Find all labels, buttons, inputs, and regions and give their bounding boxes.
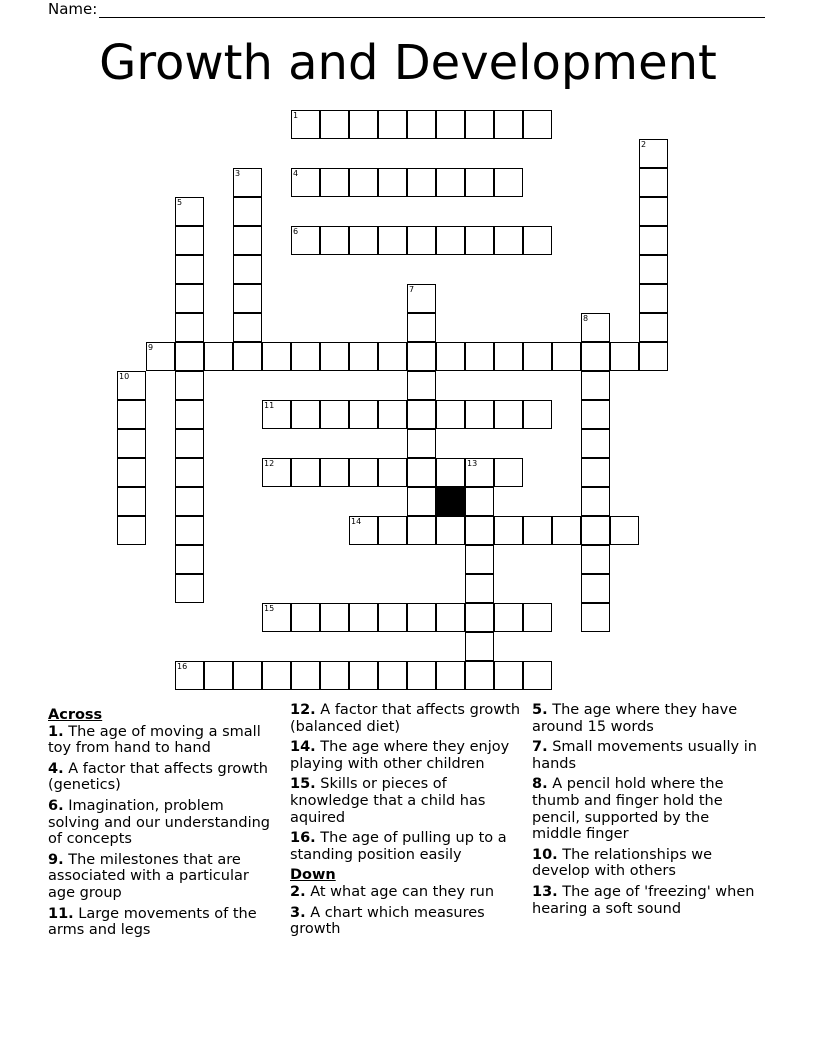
grid-cell[interactable] <box>175 661 204 690</box>
clue-down-5: 5. The age where they have around 15 words <box>532 702 738 735</box>
grid-cell[interactable] <box>262 458 291 487</box>
grid-cell[interactable] <box>407 226 436 255</box>
clue-down-2: 2. At what age can they run <box>290 883 495 900</box>
grid-cell[interactable] <box>262 400 291 429</box>
grid-cell[interactable] <box>407 429 436 458</box>
grid-cell[interactable] <box>610 342 639 371</box>
grid-cell[interactable] <box>639 342 668 371</box>
grid-cell[interactable] <box>349 603 378 632</box>
grid-cell[interactable] <box>581 371 610 400</box>
clue-across-6: 6. Imagination, problem solving and our understanding of concepts <box>48 797 270 848</box>
cell-number: 13 <box>467 459 478 468</box>
cell-number: 8 <box>583 314 589 323</box>
grid-cell[interactable] <box>436 400 465 429</box>
grid-cell[interactable] <box>175 458 204 487</box>
grid-cell[interactable] <box>233 226 262 255</box>
grid-cell[interactable] <box>494 400 523 429</box>
grid-cell[interactable] <box>175 516 204 545</box>
grid-cell[interactable] <box>262 661 291 690</box>
clue-across-9: 9. The milestones that are associated with a particular age group <box>48 851 249 901</box>
grid-cell[interactable] <box>117 400 146 429</box>
clue-across-16: 16. The age of pulling up to a standing position easily <box>290 830 507 863</box>
clue-across-4: 4. A factor that affects growth (genetics) <box>48 760 268 794</box>
cell-number: 10 <box>119 372 130 381</box>
grid-cell[interactable] <box>552 516 581 545</box>
cell-number: 6 <box>293 227 299 236</box>
grid-cell[interactable] <box>465 458 494 487</box>
grid-cell[interactable] <box>349 516 378 545</box>
puzzle-title: Growth and Development <box>99 35 717 91</box>
grid-cell[interactable] <box>581 487 610 516</box>
grid-cell[interactable] <box>407 110 436 139</box>
grid-cell[interactable] <box>407 661 436 690</box>
cell-number: 14 <box>351 517 362 526</box>
cell-number: 9 <box>148 343 154 352</box>
grid-cell[interactable] <box>465 516 494 545</box>
grid-cell[interactable] <box>407 168 436 197</box>
grid-cell[interactable] <box>465 342 494 371</box>
grid-cell[interactable] <box>175 226 204 255</box>
clue-across-14: 14. The age where they enjoy playing with other children <box>290 739 510 772</box>
grid-cell[interactable] <box>291 110 320 139</box>
clue-down-8: 8. A pencil hold where the thumb and finger hold the pencil, supported by the middle finger <box>532 776 724 843</box>
grid-cell[interactable] <box>407 516 436 545</box>
grid-cell[interactable] <box>233 342 262 371</box>
grid-cell[interactable] <box>494 168 523 197</box>
grid-cell[interactable] <box>378 342 407 371</box>
grid-cell[interactable] <box>117 458 146 487</box>
clue-across-12: 12. A factor that affects growth (balanced diet) <box>290 702 521 735</box>
grid-cell[interactable] <box>436 168 465 197</box>
grid-cell[interactable] <box>465 574 494 603</box>
grid-cell[interactable] <box>436 603 465 632</box>
grid-cell[interactable] <box>581 458 610 487</box>
grid-cell[interactable] <box>407 371 436 400</box>
grid-cell[interactable] <box>436 458 465 487</box>
grid-cell[interactable] <box>349 342 378 371</box>
grid-cell[interactable] <box>523 400 552 429</box>
grid-cell[interactable] <box>175 255 204 284</box>
grid-cell[interactable] <box>465 168 494 197</box>
grid-cell[interactable] <box>175 487 204 516</box>
cell-number: 12 <box>264 459 275 468</box>
grid-cell[interactable] <box>233 255 262 284</box>
grid-cell[interactable] <box>349 226 378 255</box>
grid-cell[interactable] <box>523 226 552 255</box>
grid-cell[interactable] <box>494 226 523 255</box>
grid-cell[interactable] <box>465 487 494 516</box>
grid-cell[interactable] <box>639 226 668 255</box>
clue-down-10: 10. The relationships we develop with others <box>532 846 713 880</box>
grid-cell[interactable] <box>378 603 407 632</box>
grid-cell[interactable] <box>523 516 552 545</box>
grid-cell[interactable] <box>349 110 378 139</box>
grid-cell[interactable] <box>378 110 407 139</box>
grid-cell[interactable] <box>552 342 581 371</box>
grid-cell[interactable] <box>494 661 523 690</box>
grid-cell[interactable] <box>581 516 610 545</box>
grid-cell[interactable] <box>639 139 668 168</box>
grid-cell[interactable] <box>581 313 610 342</box>
grid-cell[interactable] <box>436 516 465 545</box>
grid-cell[interactable] <box>349 661 378 690</box>
grid-cell[interactable] <box>378 516 407 545</box>
down-heading: Down <box>290 867 336 884</box>
grid-cell[interactable] <box>175 197 204 226</box>
grid-cell[interactable] <box>175 545 204 574</box>
grid-cell[interactable] <box>581 603 610 632</box>
grid-cell[interactable] <box>581 342 610 371</box>
cell-number: 2 <box>641 140 647 149</box>
grid-cell[interactable] <box>378 226 407 255</box>
clue-down-13: 13. The age of 'freezing' when hearing a soft sound <box>532 883 755 917</box>
grid-cell[interactable] <box>465 110 494 139</box>
grid-cell[interactable] <box>639 197 668 226</box>
grid-cell[interactable] <box>175 400 204 429</box>
clues-column-1 <box>48 702 276 943</box>
grid-cell[interactable] <box>291 342 320 371</box>
grid-cell[interactable] <box>436 661 465 690</box>
grid-cell[interactable] <box>581 574 610 603</box>
grid-cell[interactable] <box>494 603 523 632</box>
grid-cell[interactable] <box>465 632 494 661</box>
grid-cell[interactable] <box>262 603 291 632</box>
grid-cell[interactable] <box>117 516 146 545</box>
cell-number: 4 <box>293 169 299 178</box>
grid-cell[interactable] <box>291 400 320 429</box>
grid-cell[interactable] <box>320 603 349 632</box>
grid-cell[interactable] <box>407 487 436 516</box>
grid-cell[interactable] <box>204 342 233 371</box>
grid-cell[interactable] <box>320 110 349 139</box>
grid-cell[interactable] <box>494 458 523 487</box>
cell-number: 11 <box>264 401 275 410</box>
grid-cell[interactable] <box>291 226 320 255</box>
grid-cell[interactable] <box>349 458 378 487</box>
grid-cell[interactable] <box>233 313 262 342</box>
clue-down-3: 3. A chart which measures growth <box>290 904 485 938</box>
grid-cell[interactable] <box>320 400 349 429</box>
clue-across-1: 1. The age of moving a small toy from hand to hand <box>48 723 261 757</box>
grid-cell[interactable] <box>291 661 320 690</box>
grid-cell[interactable] <box>639 255 668 284</box>
grid-cell[interactable] <box>407 313 436 342</box>
grid-cell[interactable] <box>378 400 407 429</box>
grid-cell[interactable] <box>233 168 262 197</box>
grid-cell[interactable] <box>465 545 494 574</box>
grid-cell[interactable] <box>204 661 233 690</box>
grid-cell[interactable] <box>407 458 436 487</box>
grid-cell[interactable] <box>233 284 262 313</box>
grid-cell[interactable] <box>117 487 146 516</box>
grid-cell[interactable] <box>291 603 320 632</box>
grid-cell[interactable] <box>494 342 523 371</box>
grid-cell[interactable] <box>117 371 146 400</box>
grid-cell[interactable] <box>175 371 204 400</box>
clue-across-15: 15. Skills or pieces of knowledge that a child has aquired <box>290 776 486 826</box>
grid-cell[interactable] <box>523 342 552 371</box>
grid-cell[interactable] <box>436 342 465 371</box>
grid-cell[interactable] <box>378 458 407 487</box>
black-cell <box>436 487 465 516</box>
grid-cell[interactable] <box>465 400 494 429</box>
grid-cell[interactable] <box>465 226 494 255</box>
grid-cell[interactable] <box>494 110 523 139</box>
grid-cell[interactable] <box>378 168 407 197</box>
across-heading: Across <box>48 707 103 723</box>
grid-cell[interactable] <box>291 458 320 487</box>
grid-cell[interactable] <box>175 574 204 603</box>
cell-number: 15 <box>264 604 275 613</box>
grid-cell[interactable] <box>407 284 436 313</box>
grid-cell[interactable] <box>233 197 262 226</box>
grid-cell[interactable] <box>291 168 320 197</box>
grid-cell[interactable] <box>436 110 465 139</box>
grid-cell[interactable] <box>436 226 465 255</box>
name-label: Name: <box>48 0 98 18</box>
grid-cell[interactable] <box>320 458 349 487</box>
grid-cell[interactable] <box>523 603 552 632</box>
cell-number: 1 <box>293 111 299 120</box>
grid-cell[interactable] <box>581 429 610 458</box>
grid-cell[interactable] <box>523 110 552 139</box>
grid-cell[interactable] <box>320 168 349 197</box>
grid-cell[interactable] <box>262 342 291 371</box>
grid-cell[interactable] <box>349 400 378 429</box>
grid-cell[interactable] <box>175 429 204 458</box>
grid-cell[interactable] <box>610 516 639 545</box>
grid-cell[interactable] <box>581 400 610 429</box>
grid-cell[interactable] <box>639 313 668 342</box>
clues-column-3 <box>532 702 762 921</box>
grid-cell[interactable] <box>117 429 146 458</box>
grid-cell[interactable] <box>581 545 610 574</box>
cell-number: 3 <box>235 169 241 178</box>
grid-cell[interactable] <box>175 284 204 313</box>
grid-cell[interactable] <box>407 400 436 429</box>
grid-cell[interactable] <box>465 661 494 690</box>
grid-cell[interactable] <box>523 661 552 690</box>
grid-cell[interactable] <box>175 342 204 371</box>
grid-cell[interactable] <box>465 603 494 632</box>
cell-number: 7 <box>409 285 415 294</box>
clue-across-11: 11. Large movements of the arms and legs <box>48 905 257 939</box>
grid-cell[interactable] <box>378 661 407 690</box>
clue-down-7: 7. Small movements usually in hands <box>532 739 757 772</box>
grid-cell[interactable] <box>320 342 349 371</box>
grid-cell[interactable] <box>349 168 378 197</box>
grid-cell[interactable] <box>639 168 668 197</box>
grid-cell[interactable] <box>639 284 668 313</box>
grid-cell[interactable] <box>494 516 523 545</box>
grid-cell[interactable] <box>320 226 349 255</box>
grid-cell[interactable] <box>146 342 175 371</box>
cell-number: 16 <box>177 662 188 671</box>
grid-cell[interactable] <box>320 661 349 690</box>
grid-cell[interactable] <box>407 603 436 632</box>
cell-number: 5 <box>177 198 183 207</box>
grid-cell[interactable] <box>407 342 436 371</box>
clues-column-2 <box>290 702 522 942</box>
grid-cell[interactable] <box>233 661 262 690</box>
grid-cell[interactable] <box>175 313 204 342</box>
